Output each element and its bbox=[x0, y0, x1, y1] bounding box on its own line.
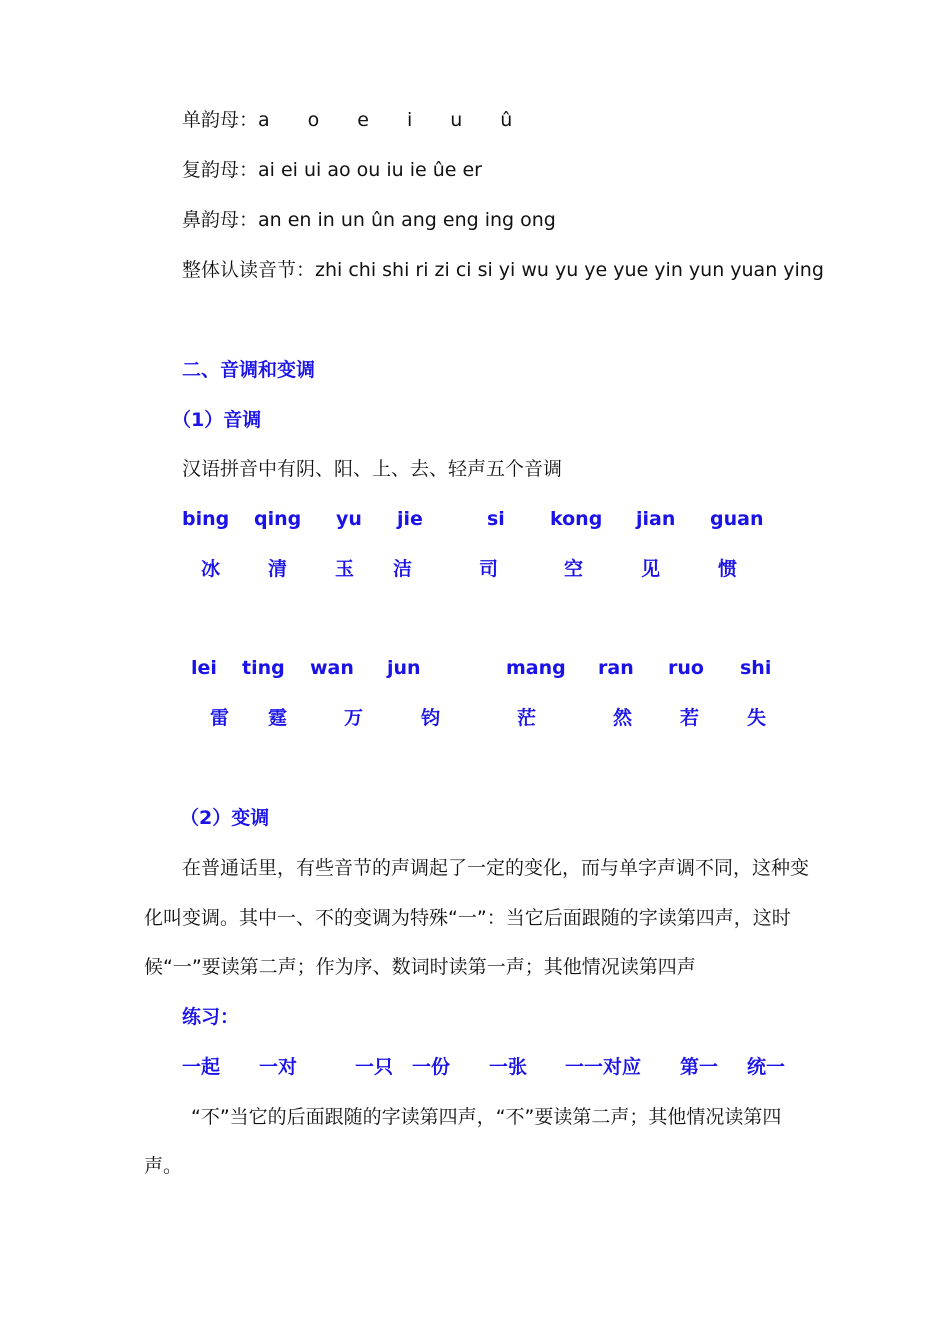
whole-syllables-line: 整体认读音节：zhi chi shi ri zi ci si yi wu yu ye yue yin yun yuan ying bbox=[182, 259, 824, 281]
sandhi-paragraph-line: 化叫变调。其中一、不的变调为特殊“一”：当它后面跟随的字读第四声，这时 bbox=[144, 907, 791, 929]
hanzi-char: 茫 bbox=[517, 707, 537, 729]
pinyin-word: guan bbox=[710, 508, 764, 530]
subsection-tone-sandhi-title: （2）变调 bbox=[180, 807, 270, 829]
hanzi-char: 若 bbox=[680, 707, 700, 729]
hanzi-char: 空 bbox=[564, 558, 584, 580]
hanzi-char: 然 bbox=[613, 707, 633, 729]
practice-word: 一起 bbox=[182, 1056, 221, 1078]
practice-word: 一张 bbox=[489, 1056, 528, 1078]
hanzi-char: 万 bbox=[344, 707, 364, 729]
pinyin-word: kong bbox=[550, 508, 603, 530]
bu-paragraph-line: 声。 bbox=[144, 1155, 183, 1177]
pinyin-word: wan bbox=[310, 657, 354, 679]
practice-word: 一份 bbox=[412, 1056, 451, 1078]
nasal-finals-line: 鼻韵母：an en in un ûn ang eng ing ong bbox=[182, 209, 556, 231]
pinyin-word: jie bbox=[397, 508, 423, 530]
practice-word: 一对 bbox=[259, 1056, 298, 1078]
pinyin-word: ting bbox=[242, 657, 285, 679]
pinyin-word: lei bbox=[191, 657, 217, 679]
bu-paragraph-line: “不”当它的后面跟随的字读第四声，“不”要读第二声；其他情况读第四 bbox=[172, 1106, 782, 1128]
pinyin-word: si bbox=[487, 508, 505, 530]
hanzi-char: 钧 bbox=[421, 707, 441, 729]
hanzi-char: 洁 bbox=[393, 558, 413, 580]
subsection-tones-title: （1）音调 bbox=[172, 409, 262, 431]
sandhi-paragraph-line: 候“一”要读第二声；作为序、数词时读第一声；其他情况读第四声 bbox=[144, 956, 696, 978]
pinyin-word: bing bbox=[182, 508, 230, 530]
hanzi-char: 司 bbox=[479, 558, 499, 580]
hanzi-char: 霆 bbox=[268, 707, 288, 729]
pinyin-word: yu bbox=[336, 508, 362, 530]
pinyin-word: shi bbox=[740, 657, 772, 679]
pinyin-word: ruo bbox=[668, 657, 704, 679]
practice-word: 统一 bbox=[747, 1056, 786, 1078]
compound-finals-line: 复韵母：ai ei ui ao ou iu ie ûe er bbox=[182, 159, 482, 181]
hanzi-char: 惯 bbox=[718, 558, 738, 580]
tones-intro: 汉语拼音中有阴、阳、上、去、轻声五个音调 bbox=[182, 458, 563, 480]
practice-word: 一一对应 bbox=[565, 1056, 642, 1078]
hanzi-char: 冰 bbox=[201, 558, 221, 580]
sandhi-paragraph-line: 在普通话里，有些音节的声调起了一定的变化，而与单字声调不同，这种变 bbox=[144, 857, 810, 879]
pinyin-word: jun bbox=[387, 657, 421, 679]
hanzi-char: 清 bbox=[268, 558, 288, 580]
single-finals-line: 单韵母：a o e i u û bbox=[182, 109, 513, 131]
practice-word: 第一 bbox=[680, 1056, 719, 1078]
practice-word: 一只 bbox=[355, 1056, 394, 1078]
pinyin-word: mang bbox=[506, 657, 566, 679]
pinyin-word: qing bbox=[254, 508, 302, 530]
section-heading: 二、音调和变调 bbox=[182, 359, 316, 381]
hanzi-char: 见 bbox=[641, 558, 661, 580]
hanzi-char: 雷 bbox=[210, 707, 230, 729]
pinyin-word: jian bbox=[636, 508, 676, 530]
pinyin-word: ran bbox=[598, 657, 634, 679]
hanzi-char: 玉 bbox=[335, 558, 355, 580]
hanzi-char: 失 bbox=[747, 707, 767, 729]
practice-label: 练习： bbox=[182, 1006, 240, 1028]
